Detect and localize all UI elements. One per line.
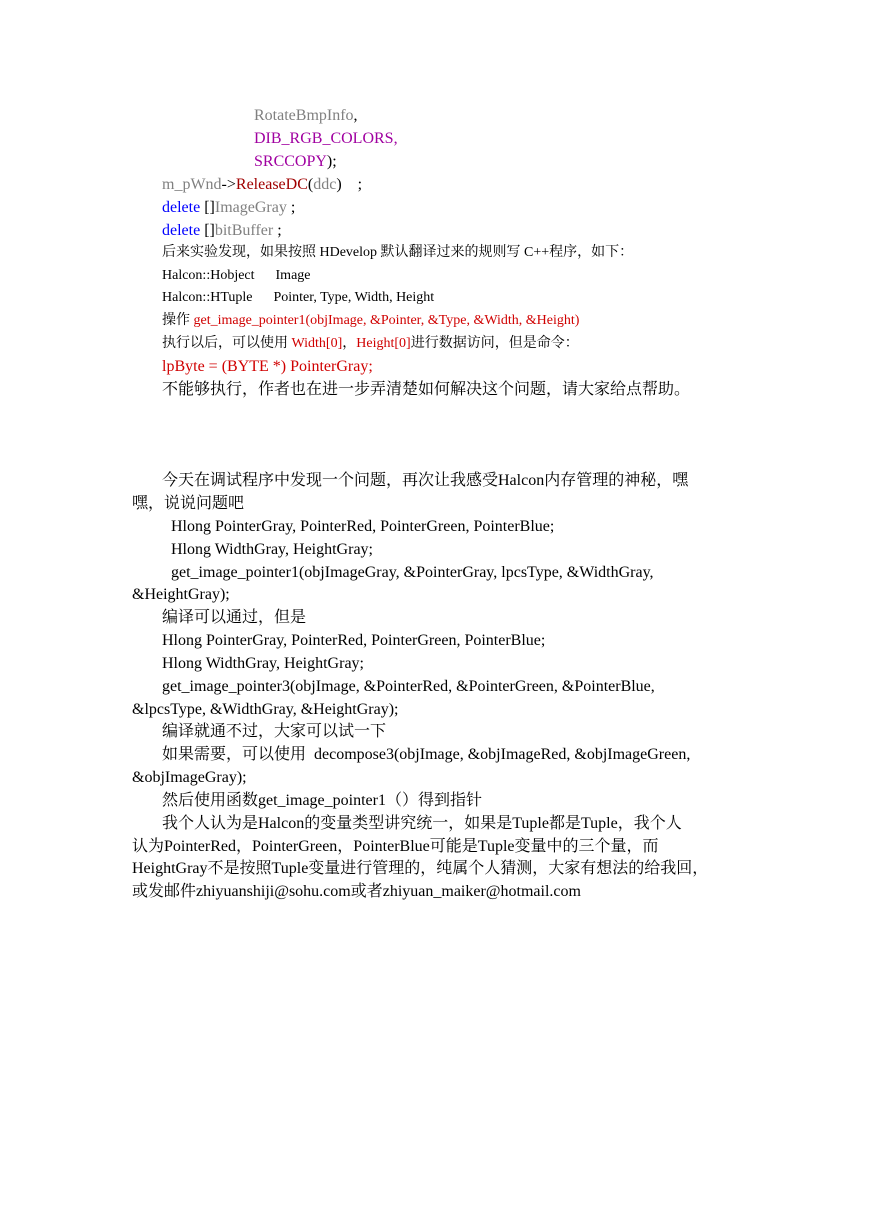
code-delete-keyword: delete	[162, 199, 201, 216]
note-operation-line	[162, 314, 579, 328]
article-get-pointer-line: 然后使用函数get_image_pointer1（）得到指针	[162, 792, 482, 809]
article-code-6b: &lpcsType, &WidthGray, &HeightGray);	[132, 701, 399, 718]
note-cannot-execute: 不能够执行，作者也在进一步弄清楚如何解决这个问题，请大家给点帮助。	[162, 381, 691, 398]
article-contact-line: 或发邮件zhiyuanshiji@sohu.com或者zhiyuan_maiker@hotmail.com	[132, 883, 581, 900]
note-op-prefix: 操作	[162, 313, 194, 328]
article-opinion-line-2: 认为PointerRed，PointerGreen，PointerBlue可能是Tuple变量中的三个量，而	[132, 838, 659, 855]
article-p1-line-1: 今天在调试程序中发现一个问题，再次让我感受Halcon内存管理的神秘，嘿	[162, 472, 689, 489]
code-release-dc-line	[162, 177, 362, 193]
article-code-3a: get_image_pointer1(objImageGray, &PointerGray, lpcsType, &WidthGray,	[171, 564, 654, 581]
note-hobject-line: Halcon::Hobject Image	[162, 268, 311, 283]
code-ddc: ddc	[313, 176, 337, 193]
code-release-tail: ) ;	[336, 176, 363, 193]
note-exec-suffix: 进行数据访问，但是命令：	[410, 336, 579, 351]
article-compile-fail: 编译就通不过，大家可以试一下	[162, 723, 387, 740]
code-semicolon-2: ;	[273, 222, 282, 239]
note-op-call: get_image_pointer1(objImage, &Pointer, &Type, &Width, &Height)	[193, 313, 580, 328]
code-dib-rgb-colors: DIB_RGB_COLORS,	[254, 130, 398, 147]
code-image-gray: ImageGray	[214, 199, 287, 216]
code-brackets-2: []	[200, 222, 215, 239]
code-srccopy-line	[254, 154, 337, 170]
code-close-paren: );	[326, 153, 337, 170]
code-semicolon: ;	[286, 199, 296, 216]
article-compile-ok: 编译可以通过，但是	[162, 609, 307, 626]
note-exec-prefix: 执行以后，可以使用	[162, 336, 292, 351]
code-arrow: ->	[221, 176, 236, 193]
article-decompose-line-a: 如果需要，可以使用 decompose3(objImage, &objImageRed, &objImageGreen,	[162, 746, 691, 763]
code-m-pwnd: m_pWnd	[162, 176, 222, 193]
article-opinion-line-1: 我个人认为是Halcon的变量类型讲究统一，如果是Tuple都是Tuple，我个人	[162, 815, 682, 832]
note-htuple-line: Halcon::HTuple Pointer, Type, Width, Height	[162, 290, 435, 305]
article-code-4: Hlong PointerGray, PointerRed, PointerGreen, PointerBlue;	[162, 632, 546, 649]
note-height0: Height[0]	[356, 336, 411, 351]
code-brackets: []	[200, 199, 215, 216]
note-width0: Width[0]	[291, 336, 343, 351]
code-delete-keyword-2: delete	[162, 222, 201, 239]
code-comma: ,	[353, 107, 358, 124]
article-decompose-line-b: &objImageGray);	[132, 769, 247, 786]
code-delete-bit-buffer-line	[162, 223, 282, 239]
article-code-1: Hlong PointerGray, PointerRed, PointerGreen, PointerBlue;	[171, 518, 555, 535]
code-bit-buffer: bitBuffer	[214, 222, 274, 239]
article-opinion-line-3: HeightGray不是按照Tuple变量进行管理的，纯属个人猜测，大家有想法的给我回，	[132, 860, 709, 877]
article-p1-line-2: 嘿，说说问题吧	[132, 495, 245, 512]
note-lpbyte-code: lpByte = (BYTE *) PointerGray;	[162, 358, 373, 375]
article-code-5: Hlong WidthGray, HeightGray;	[162, 655, 364, 672]
code-rotate-info: RotateBmpInfo	[254, 107, 354, 124]
code-release-dc: ReleaseDC	[235, 176, 308, 193]
note-exec-line	[162, 337, 579, 351]
article-code-3b: &HeightGray);	[132, 586, 230, 603]
code-rotate-info-line	[254, 108, 358, 124]
article-code-6a: get_image_pointer3(objImage, &PointerRed, &PointerGreen, &PointerBlue,	[162, 678, 655, 695]
code-srccopy: SRCCOPY	[254, 153, 327, 170]
code-delete-image-gray-line	[162, 200, 295, 216]
note-sep: ，	[342, 336, 357, 351]
note-line-1: 后来实验发现，如果按照 HDevelop 默认翻译过来的规则写 C++程序，如下：	[162, 245, 634, 260]
article-code-2: Hlong WidthGray, HeightGray;	[171, 541, 373, 558]
code-open-paren: (	[307, 176, 314, 193]
